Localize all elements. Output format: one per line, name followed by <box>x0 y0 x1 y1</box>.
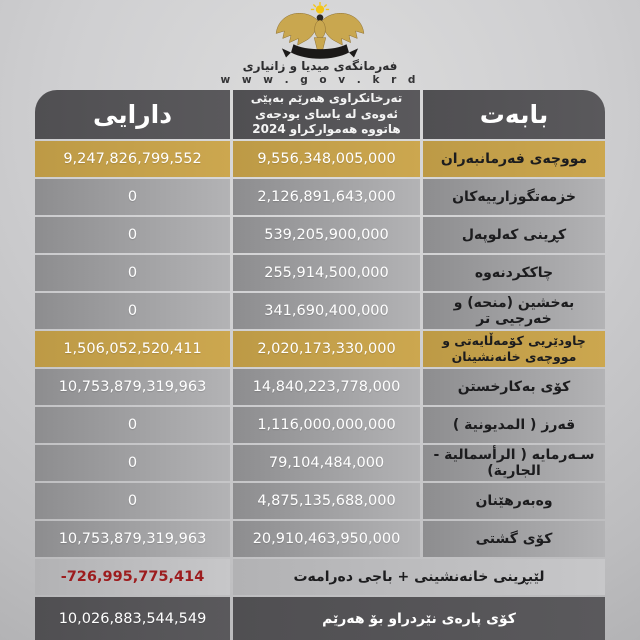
row-label: وەبەرهێنان <box>423 483 605 519</box>
row-finance-value: 10,026,883,544,549 <box>35 597 230 640</box>
row-finance-value: 0 <box>35 445 230 481</box>
row-label: چاککردنەوە <box>423 255 605 291</box>
header-budget-2024 <box>233 90 420 139</box>
row-finance-value: 10,753,879,319,963 <box>35 369 230 405</box>
table-row-grants <box>35 293 605 329</box>
table-row-total-operating <box>35 369 605 405</box>
row-label: کڕینی کەلوپەل <box>423 217 605 253</box>
table-row-social-care <box>35 331 605 367</box>
row-finance-value: -726,995,775,414 <box>35 559 230 595</box>
row-finance-value: 1,506,052,520,411 <box>35 331 230 367</box>
row-finance-value: 0 <box>35 483 230 519</box>
row-label: خزمەتگوزارییەکان <box>423 179 605 215</box>
row-budget-value: 539,205,900,000 <box>233 217 420 253</box>
row-budget-value: 9,556,348,005,000 <box>233 141 420 177</box>
table-row-debt <box>35 407 605 443</box>
row-label: قەرز ( المديونية ) <box>423 407 605 443</box>
row-finance-value: 0 <box>35 217 230 253</box>
row-budget-value: 4,875,135,688,000 <box>233 483 420 519</box>
org-name: فەرمانگەی میدیا و زانیاری <box>242 59 398 73</box>
table-row-repairs <box>35 255 605 291</box>
row-budget-value: 341,690,400,000 <box>233 293 420 329</box>
table-row-services <box>35 179 605 215</box>
row-budget-value: 1,116,000,000,000 <box>233 407 420 443</box>
row-budget-value: 2,020,173,330,000 <box>233 331 420 367</box>
table-row-investment <box>35 483 605 519</box>
row-label: لێبڕینی خانەنشینی + باجی دەرامەت <box>233 559 605 595</box>
row-budget-value: 255,914,500,000 <box>233 255 420 291</box>
table-row-total-sent <box>35 597 605 640</box>
table-row-goods <box>35 217 605 253</box>
row-label: سـەرمایە ( الرأسمالية - الجارية) <box>423 445 605 481</box>
table-row-capital <box>35 445 605 481</box>
header-budget-line1: تەرخانکراوی هەرێم بەپێی <box>250 91 403 106</box>
table-row-deduction <box>35 559 605 595</box>
row-finance-value: 0 <box>35 293 230 329</box>
row-label: کۆی پارەی نێردراو بۆ هەرێم <box>233 597 605 640</box>
row-budget-value: 14,840,223,778,000 <box>233 369 420 405</box>
table-header-row <box>35 90 605 139</box>
row-label: مووچەی فەرمانبەران <box>423 141 605 177</box>
krg-emblem-logo <box>268 2 372 60</box>
row-label: کۆی بەکارخستن <box>423 369 605 405</box>
row-finance-value: 0 <box>35 255 230 291</box>
row-budget-value: 20,910,463,950,000 <box>233 521 420 557</box>
table-row-grand-total <box>35 521 605 557</box>
header-budget-line3: 2024 هەموارکراو هاتووە <box>252 122 401 137</box>
row-budget-value: 2,126,891,643,000 <box>233 179 420 215</box>
row-budget-value: 79,104,484,000 <box>233 445 420 481</box>
website-url: w w w . g o v . k r d <box>220 74 420 87</box>
row-finance-value: 9,247,826,799,552 <box>35 141 230 177</box>
row-finance-value: 0 <box>35 179 230 215</box>
row-label: چاودێریی کۆمەڵایەتی و مووچەی خانەنشینان <box>423 331 605 367</box>
header-budget-line2: ئەوەی لە یاسای بودجەی <box>254 106 399 121</box>
brand-header <box>0 0 640 90</box>
budget-table <box>35 90 605 640</box>
row-label: کۆی گشتی <box>423 521 605 557</box>
header-subject: بابەت <box>423 90 605 139</box>
row-finance-value: 0 <box>35 407 230 443</box>
header-finance: دارایی <box>35 90 230 139</box>
row-label: بەخشین (منحە) و خەرجیی تر <box>423 293 605 329</box>
row-finance-value: 10,753,879,319,963 <box>35 521 230 557</box>
table-row-salaries <box>35 141 605 177</box>
